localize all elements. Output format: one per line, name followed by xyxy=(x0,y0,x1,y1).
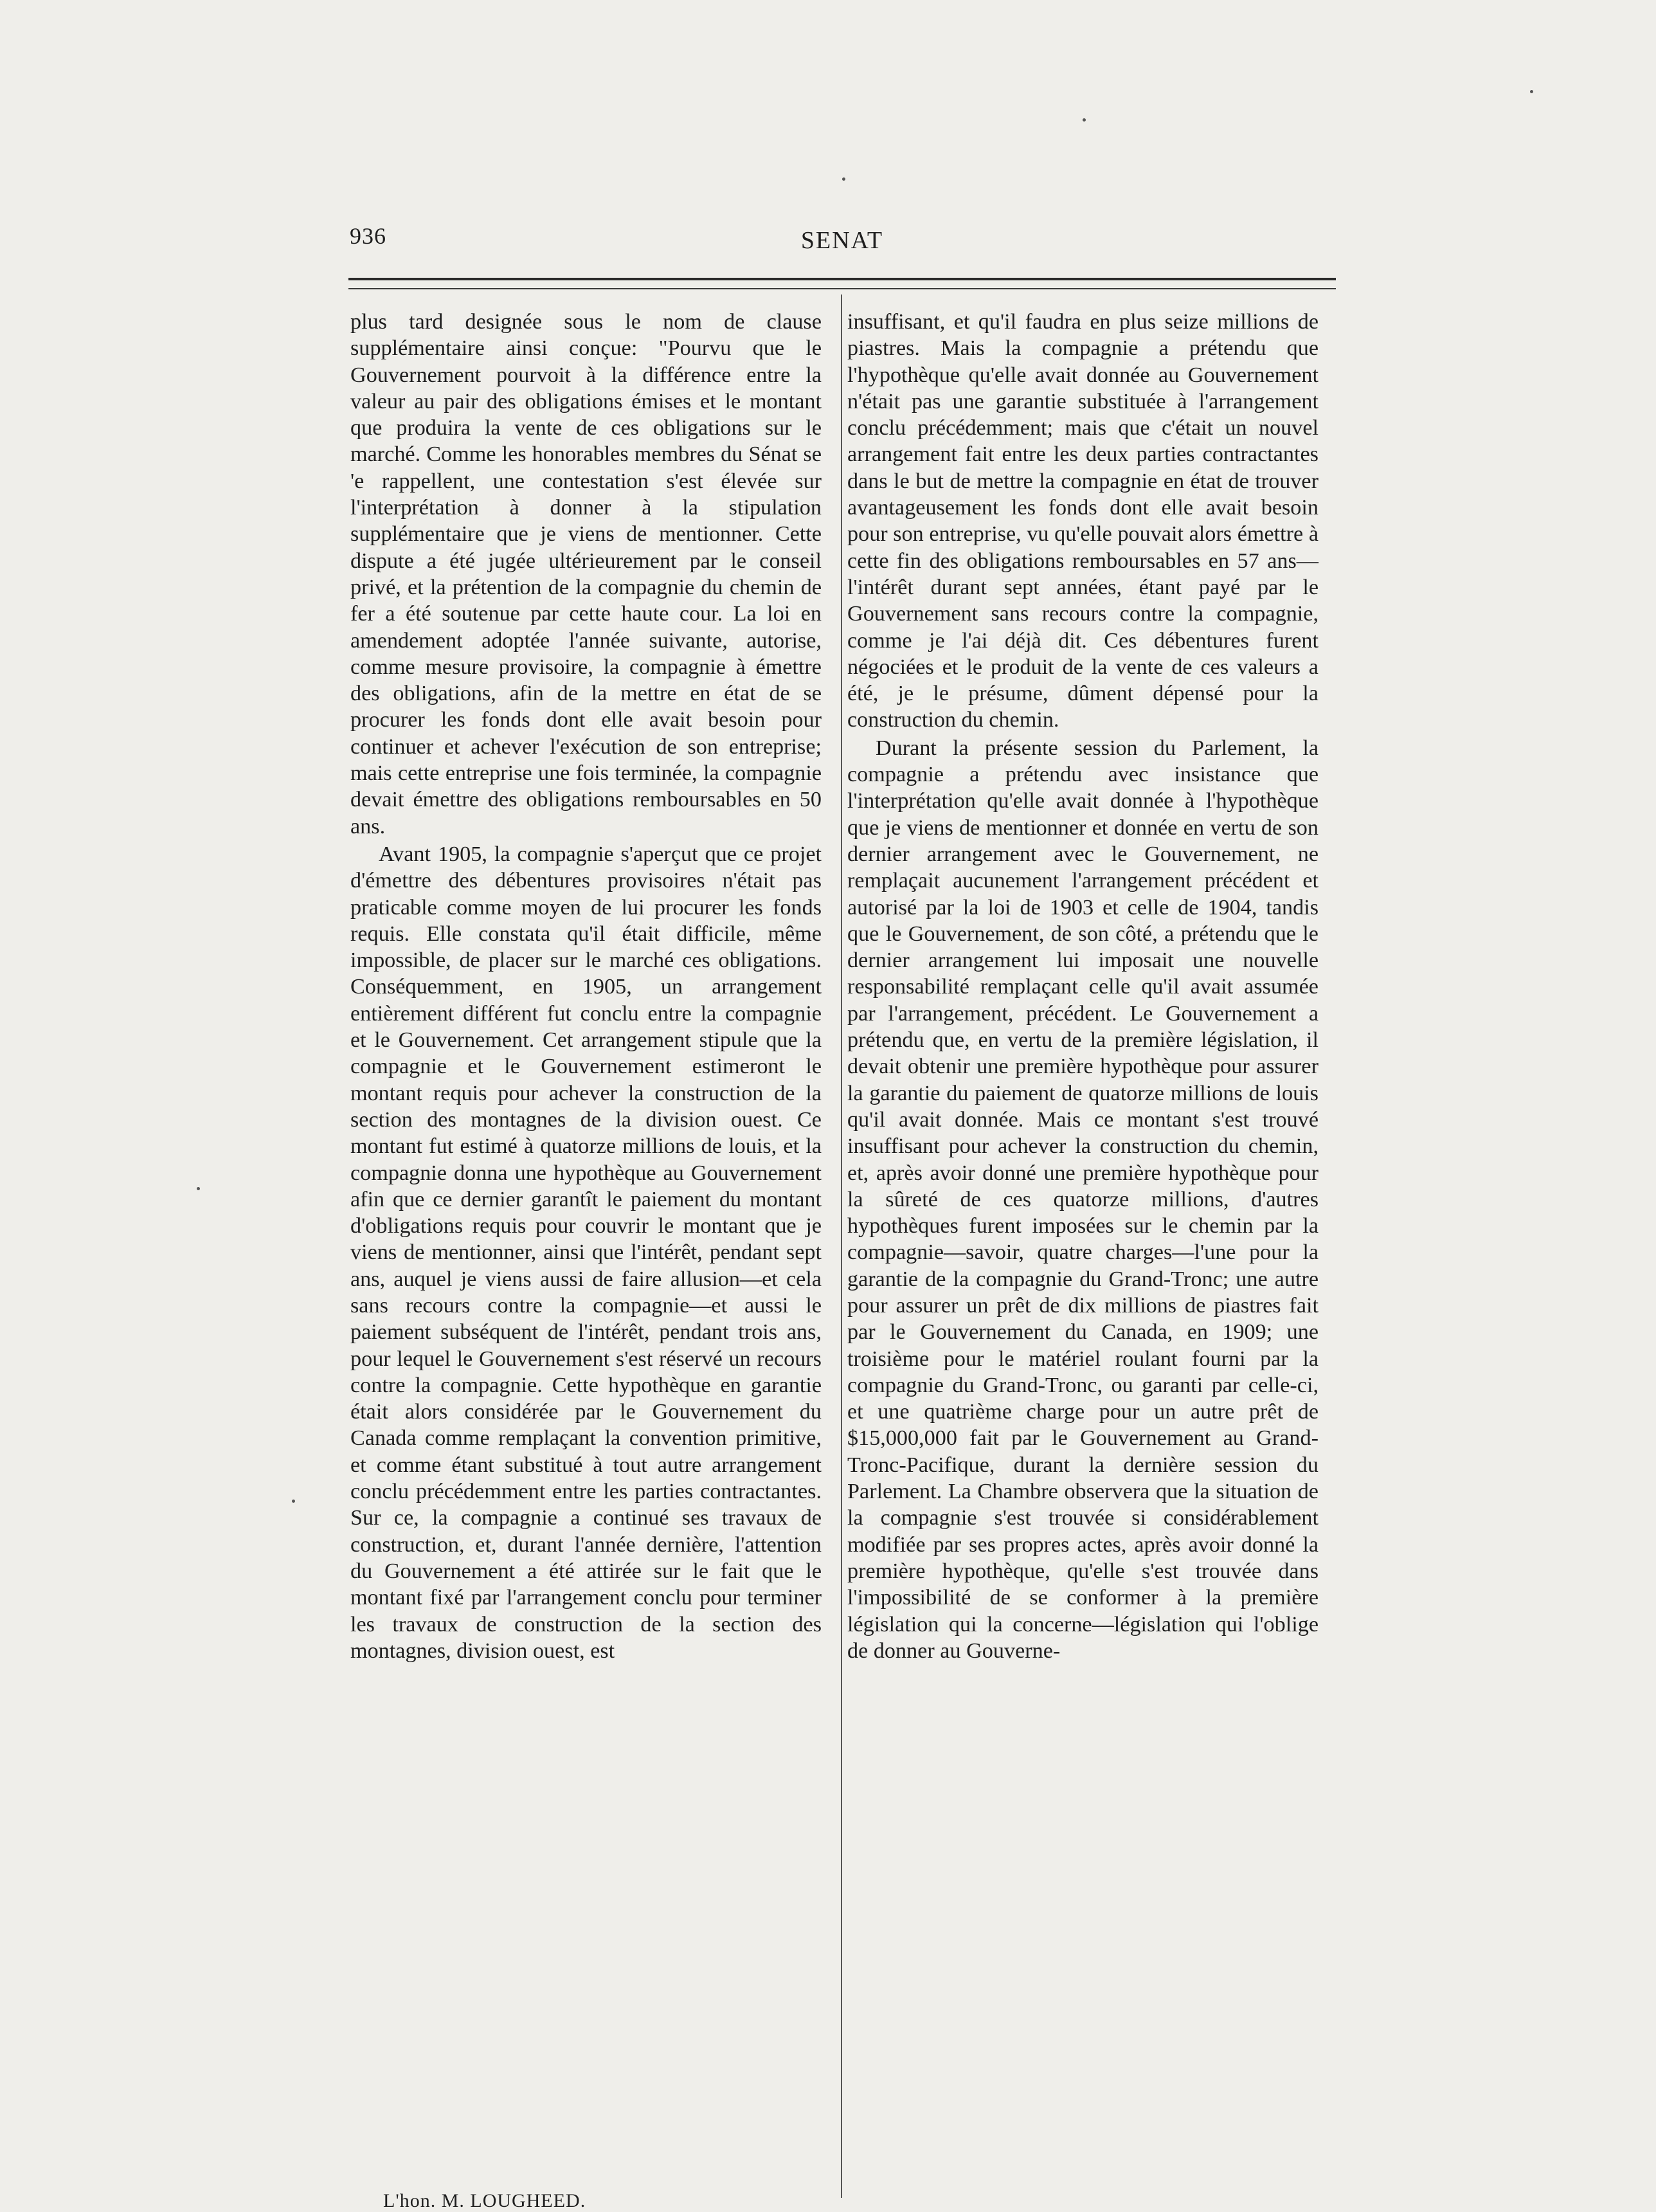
paragraph: Avant 1905, la compagnie s'aperçut que ce projet d'émettre des débentures provisoires n'était pas praticable comme moyen de lui procurer les fonds requis. Elle constata qu'il était difficile, même impossible, de placer sur le marché ces obligations. Conséquemment, en 1905, un arrangement entièrement différent fut conclu entre la compagnie et le Gouvernement. Cet arrangement stipule que la compagnie et le Gouvernement estimeront le montant requis pour achever la construction de la section des montagnes de la division ouest. Ce montant fut estimé à quatorze millions de louis, et la compagnie donna une hypothèque au Gouvernement afin que ce dernier garantît le paiement du montant d'obligations requis pour couvrir le montant que je viens de mentionner, ainsi que l'intérêt, pendant sept ans, auquel je viens aussi de faire allusion—et cela sans recours contre la compagnie—et aussi le paiement subséquent de l'intérêt, pendant trois ans, pour lequel le Gouvernement s'est réservé un recours contre la compagnie. Cette hypothèque en garantie était alors considérée par le Gouvernement du Canada comme remplaçant la convention primitive, et comme étant substitué à tout autre arrangement conclu précédemment entre les parties contractantes. Sur ce, la compagnie a continué ses travaux de construction, et, durant l'année dernière, l'attention du Gouvernement a été attirée sur le fait que le montant fixé par l'arrangement conclu pour terminer les travaux de construction de la section des montagnes, division ouest, est xyxy=(350,842,822,1663)
paragraph: Durant la présente session du Parlement, la compagnie a prétendu avec insistance que l'interprétation qu'elle avait donnée à l'hypothèque que je viens de mentionner et donnée en vertu de son dernier arrangement avec le Gouvernement, ne remplaçait aucunement l'arrangement précédent et autorisé par la loi de 1903 et celle de 1904, tandis que le Gouvernement, de son côté, a prétendu que le dernier arrangement lui imposait une nouvelle responsabilité remplaçant celle qu'il avait assumée par l'arrangement, précédent. Le Gouvernement a prétendu que, en vertu de la première législation, il devait obtenir une première hypothèque pour assurer la garantie du paiement de quatorze millions de louis qu'il avait donnée. Mais ce montant s'est trouvé insuffisant pour achever la construction du chemin, et, après avoir donné une première hypothèque pour la sûreté de ces quatorze millions, d'autres hypothèques furent imposées sur le chemin par la compagnie—savoir, quatre charges—l'une pour la garantie de la compagnie du Grand-Tronc; une autre pour assurer un prêt de dix millions de piastres fait par le Gouvernement du Canada, en 1909; une troisième pour le matériel roulant fourni par la compagnie du Grand-Tronc, ou garanti par celle-ci, et une quatrième charge pour un autre prêt de $15,000,000 fait par le Gouvernement au Grand-Tronc-Pacifique, durant la dernière session du Parlement. La Chambre observera que la situation de la compagnie s'est trouvée si considérablement modifiée par ses propres actes, après avoir donné la première hypothèque, qu'elle s'est trouvée dans l'impossibilité de se conformer à la première législation qui la concerne—législation qui l'oblige de donner au Gouverne- xyxy=(847,736,1318,1663)
scan-speck xyxy=(1530,90,1533,93)
scan-speck xyxy=(197,1187,200,1190)
page-number: 936 xyxy=(350,223,386,249)
column-divider xyxy=(841,295,842,2198)
footer-speaker: L'hon. M. LOUGHEED. xyxy=(383,2190,586,2211)
running-title: SENAT xyxy=(800,227,884,254)
left-column xyxy=(350,309,822,1664)
scan-speck xyxy=(842,177,845,181)
paragraph: insuffisant, et qu'il faudra en plus seize millions de piastres. Mais la compagnie a prétendu que l'hypothèque qu'elle avait donnée au Gouvernement n'était pas une garantie substituée à l'arrangement conclu précédemment; mais que c'était un nouvel arrangement fait entre les deux parties contractantes dans le but de mettre la compagnie en état de trouver avantageusement les fonds dont elle avait besoin pour son entreprise, vu qu'elle pouvait alors émettre à cette fin des obligations remboursables en 57 ans—l'intérêt durant sept années, étant payé par le Gouvernement sans recours contre la compagnie, comme je l'ai déjà dit. Ces débentures furent négociées et le produit de la vente de ces valeurs a été, je le présume, dûment dépensé pour la construction du chemin. xyxy=(847,310,1318,732)
header-rule-thick xyxy=(348,278,1336,280)
scan-speck xyxy=(1083,118,1086,122)
paragraph: plus tard designée sous le nom de clause supplémentaire ainsi conçue: "Pourvu que le Gouvernement pourvoit à la différence entre la valeur au pair des obligations émises et le montant que produira la vente de ces obligations sur le marché. Comme les honorables membres du Sénat se 'e rappellent, une contestation s'est élevée sur l'interprétation à donner à la stipulation supplémentaire que je viens de mentionner. Cette dispute a été jugée ultérieurement par le conseil privé, et la prétention de la compagnie du chemin de fer a été soutenue par cette haute cour. La loi en amendement adoptée l'année suivante, autorise, comme mesure provisoire, la compagnie à émettre des obligations, afin de la mettre en état de se procurer les fonds dont elle avait besoin pour continuer et achever l'exécution de son entreprise; mais cette entreprise une fois terminée, la compagnie devait émettre des obligations remboursables en 50 ans. xyxy=(350,310,822,839)
right-column xyxy=(847,309,1318,1664)
scan-speck xyxy=(292,1500,295,1503)
header-rule-thin xyxy=(348,288,1336,289)
